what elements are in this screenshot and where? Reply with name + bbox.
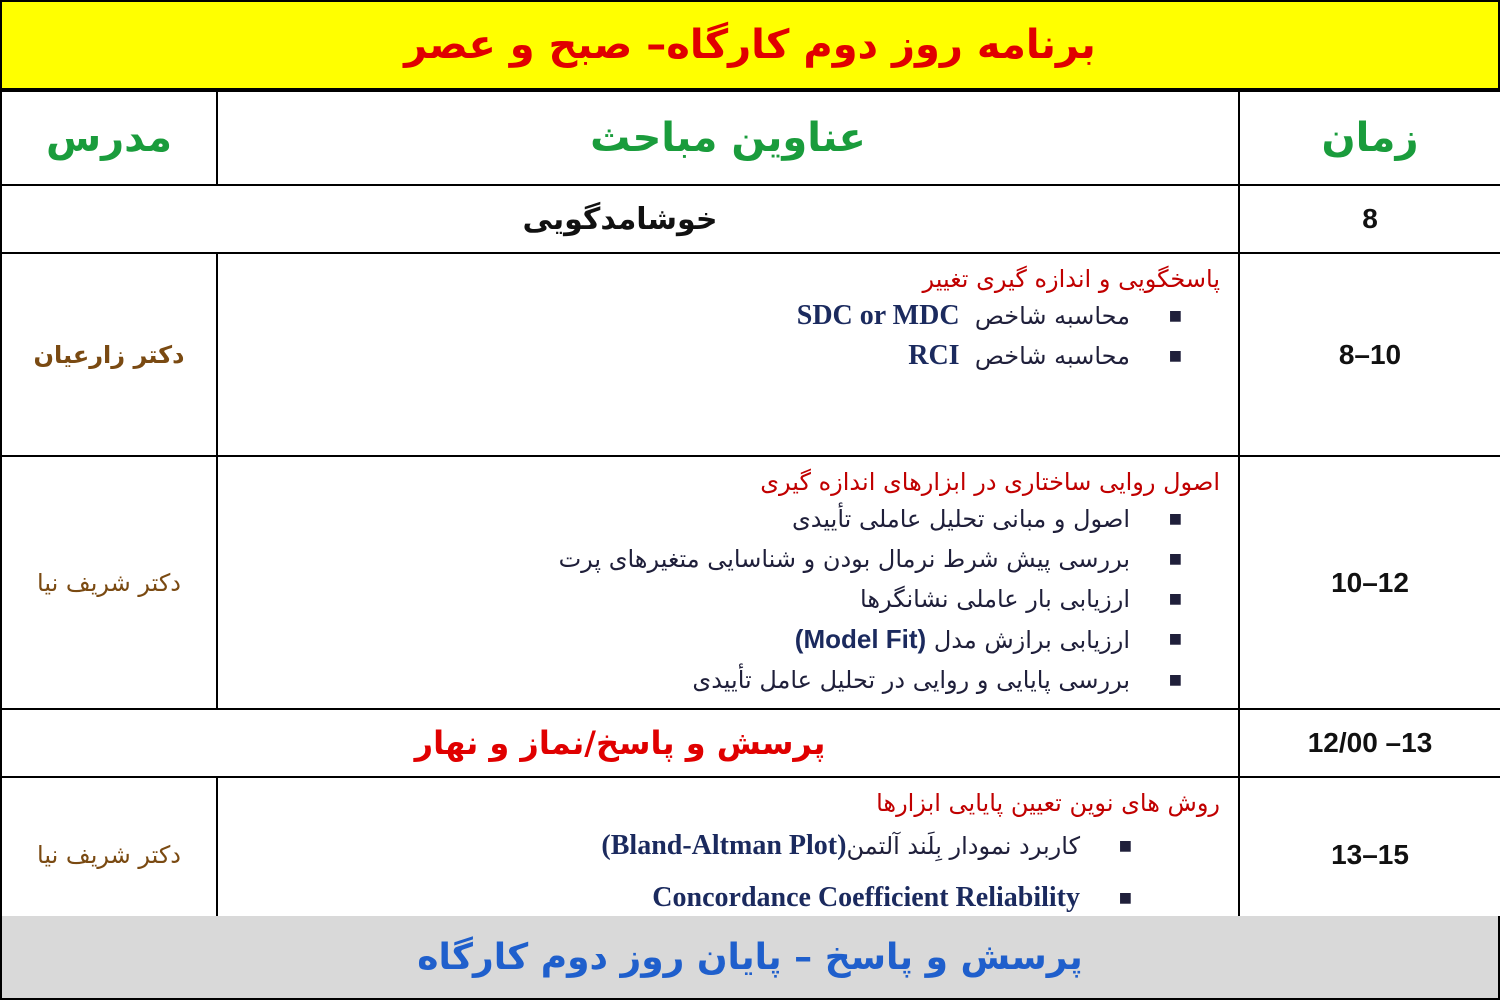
list-item: [238, 499, 1182, 539]
list-item: [238, 336, 1182, 376]
topic-heading: پاسخگویی و اندازه گیری تغییر: [922, 265, 1220, 293]
time-cell: 12/00 –13: [1239, 709, 1500, 777]
time-cell: 8: [1239, 185, 1500, 253]
topic-cell: [217, 777, 1239, 933]
topic-list: [238, 499, 1220, 700]
square-bullet-icon: ■: [1118, 838, 1132, 854]
topic-list: [238, 820, 1220, 924]
table-row: [1, 253, 1500, 456]
table-row-welcome: [1, 185, 1500, 253]
item-text: ارزیابی بار عاملی نشانگرها: [860, 585, 1130, 613]
page-title: برنامه روز دوم کارگاه– صبح و عصر: [404, 22, 1096, 68]
list-item: [238, 619, 1182, 660]
item-text: اصول و مبانی تحلیل عاملی تأییدی: [792, 505, 1130, 533]
item-text: محاسبه شاخص: [974, 342, 1130, 370]
topic-cell: [217, 253, 1239, 456]
item-english: SDC or MDC: [796, 300, 960, 331]
topic-heading: روش های نوین تعیین پایایی ابزارها: [876, 789, 1220, 817]
list-item: [238, 579, 1182, 619]
header-topics: عناوین مباحث: [217, 91, 1239, 185]
item-text: ارزیابی برازش مدل: [933, 626, 1130, 654]
list-item: [238, 296, 1182, 336]
square-bullet-icon: ■: [1168, 348, 1182, 364]
table-row-break: [1, 709, 1500, 777]
teacher-cell: دکتر شریف نیا: [1, 456, 217, 709]
item-text: بررسی پیش شرط نرمال بودن و شناسایی متغیرهای پرت: [558, 545, 1130, 573]
list-item: [238, 660, 1182, 700]
square-bullet-icon: ■: [1168, 511, 1182, 527]
item-english: Concordance Coefficient Reliability: [652, 882, 1080, 913]
header-teacher: مدرس: [1, 91, 217, 185]
footer-text: پرسش و پاسخ – پایان روز دوم کارگاه: [417, 936, 1083, 978]
footer-banner: [0, 916, 1500, 1000]
square-bullet-icon: ■: [1168, 308, 1182, 324]
square-bullet-icon: ■: [1168, 672, 1182, 688]
list-item: [238, 539, 1182, 579]
list-item: [238, 820, 1132, 872]
teacher-cell: دکتر شریف نیا: [1, 777, 217, 933]
topic-cell: [217, 456, 1239, 709]
table-row: [1, 456, 1500, 709]
teacher-cell: دکتر زارعیان: [1, 253, 217, 456]
item-english: (Bland-Altman Plot): [601, 830, 847, 861]
title-banner: [0, 0, 1500, 90]
header-time: زمان: [1239, 91, 1500, 185]
item-english: RCI: [908, 340, 960, 371]
table-row: [1, 777, 1500, 933]
square-bullet-icon: ■: [1168, 631, 1182, 647]
item-text: محاسبه شاخص: [974, 302, 1130, 330]
topic-heading: اصول روایی ساختاری در ابزارهای اندازه گیری: [760, 468, 1220, 496]
topic-list: [238, 296, 1220, 376]
time-cell: 10–12: [1239, 456, 1500, 709]
time-cell: 13–15: [1239, 777, 1500, 933]
table-header-row: [1, 91, 1500, 185]
item-english: (Model Fit): [794, 624, 927, 654]
item-text: بررسی پایایی و روایی در تحلیل عامل تأییدی: [692, 666, 1130, 694]
square-bullet-icon: ■: [1168, 551, 1182, 567]
time-cell: 8–10: [1239, 253, 1500, 456]
schedule-table: [0, 90, 1500, 934]
square-bullet-icon: ■: [1118, 890, 1132, 906]
welcome-cell: خوشامدگویی: [1, 185, 1239, 253]
break-cell: پرسش و پاسخ/نماز و نهار: [1, 709, 1239, 777]
square-bullet-icon: ■: [1168, 591, 1182, 607]
item-text: کاربرد نمودار بِلَند آلتمن: [846, 832, 1080, 860]
